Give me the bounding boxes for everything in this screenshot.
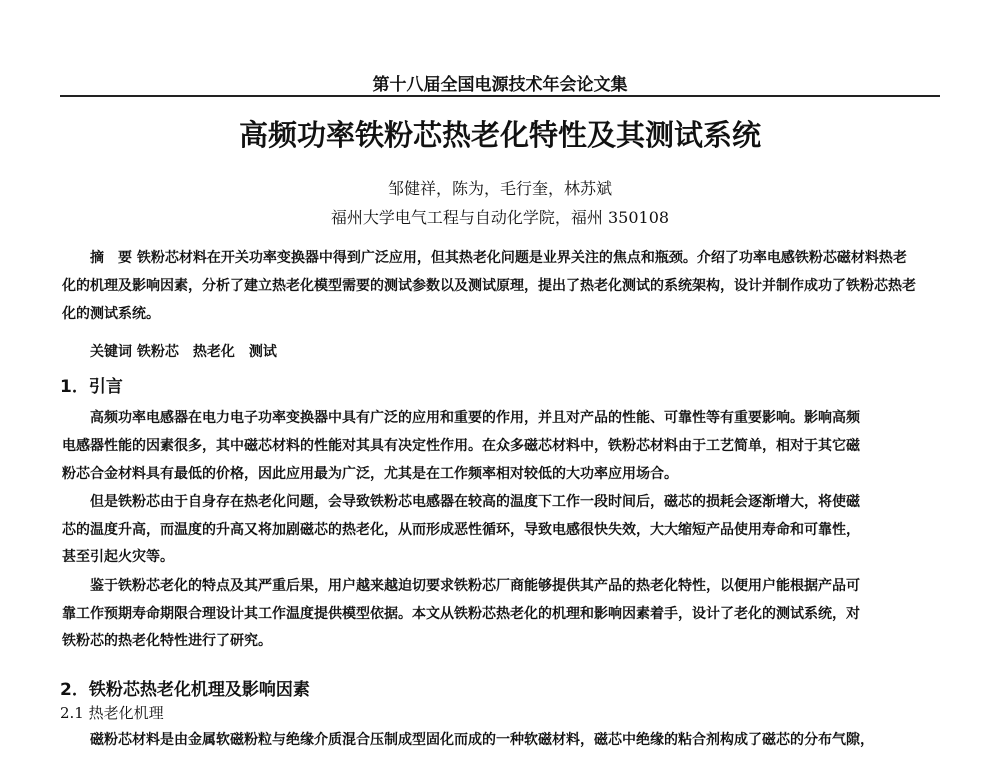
paragraph-line: 磁粉芯材料是由金属软磁粉粒与绝缘介质混合压制成型固化而成的一种软磁材料，磁芯中绝缘的粘合剂构成了磁芯的分布气隙， xyxy=(90,732,874,748)
keywords: 关键词 铁粉芯 热老化 测试 xyxy=(90,344,277,360)
abstract-label: 摘 要 xyxy=(90,250,132,266)
paragraph-line: 靠工作预期寿命期限合理设计其工作温度提供模型依据。本文从铁粉芯热老化的机理和影响因素着手，设计了老化的测试系统，对 xyxy=(62,606,860,622)
section-heading: 2．铁粉芯热老化机理及影响因素 xyxy=(60,680,310,700)
section-heading: 1．引言 xyxy=(60,377,123,397)
paragraph-line: 鉴于铁粉芯老化的特点及其严重后果，用户越来越迫切要求铁粉芯厂商能够提供其产品的热老化特性，以便用户能根据产品可 xyxy=(90,578,860,594)
paragraph-line: 但是铁粉芯由于自身存在热老化问题，会导致铁粉芯电感器在较高的温度下工作一段时间后，磁芯的损耗会逐渐增大，将使磁 xyxy=(90,494,860,510)
running-header: 第十八届全国电源技术年会论文集 xyxy=(372,75,628,95)
paragraph-line: 电感器性能的因素很多，其中磁芯材料的性能对其具有决定性作用。在众多磁芯材料中，铁粉芯材料由于工艺简单，相对于其它磁 xyxy=(62,438,860,454)
paragraph-line: 粉芯合金材料具有最低的价格，因此应用最为广泛，尤其是在工作频率相对较低的大功率应用场合。 xyxy=(62,466,678,482)
paper-title: 高频功率铁粉芯热老化特性及其测试系统 xyxy=(238,118,761,152)
abstract-line: 摘 要 铁粉芯材料在开关功率变换器中得到广泛应用，但其热老化问题是业界关注的焦点和瓶颈。介绍了功率电感铁粉芯磁材料热老 xyxy=(90,250,907,266)
authors: 邹健祥，陈为，毛行奎，林苏斌 xyxy=(387,179,612,198)
paragraph-line: 高频功率电感器在电力电子功率变换器中具有广泛的应用和重要的作用，并且对产品的性能、可靠性等有重要影响。影响高频 xyxy=(90,410,860,426)
keywords-label: 关键词 xyxy=(90,344,132,360)
paragraph-line: 铁粉芯的热老化特性进行了研究。 xyxy=(62,633,272,649)
abstract-line: 化的测试系统。 xyxy=(62,306,160,322)
affiliation: 福州大学电气工程与自动化学院，福州 350108 xyxy=(330,208,670,227)
header-rule xyxy=(60,95,940,97)
paragraph-line: 芯的温度升高，而温度的升高又将加剧磁芯的热老化，从而形成恶性循环，导致电感很快失效，大大缩短产品使用寿命和可靠性， xyxy=(62,522,860,538)
subsection-heading: 2.1 热老化机理 xyxy=(60,704,164,722)
abstract-line: 化的机理及影响因素，分析了建立热老化模型需要的测试参数以及测试原理，提出了热老化测试的系统架构，设计并制作成功了铁粉芯热老 xyxy=(62,278,916,294)
paragraph-line: 甚至引起火灾等。 xyxy=(62,549,174,565)
